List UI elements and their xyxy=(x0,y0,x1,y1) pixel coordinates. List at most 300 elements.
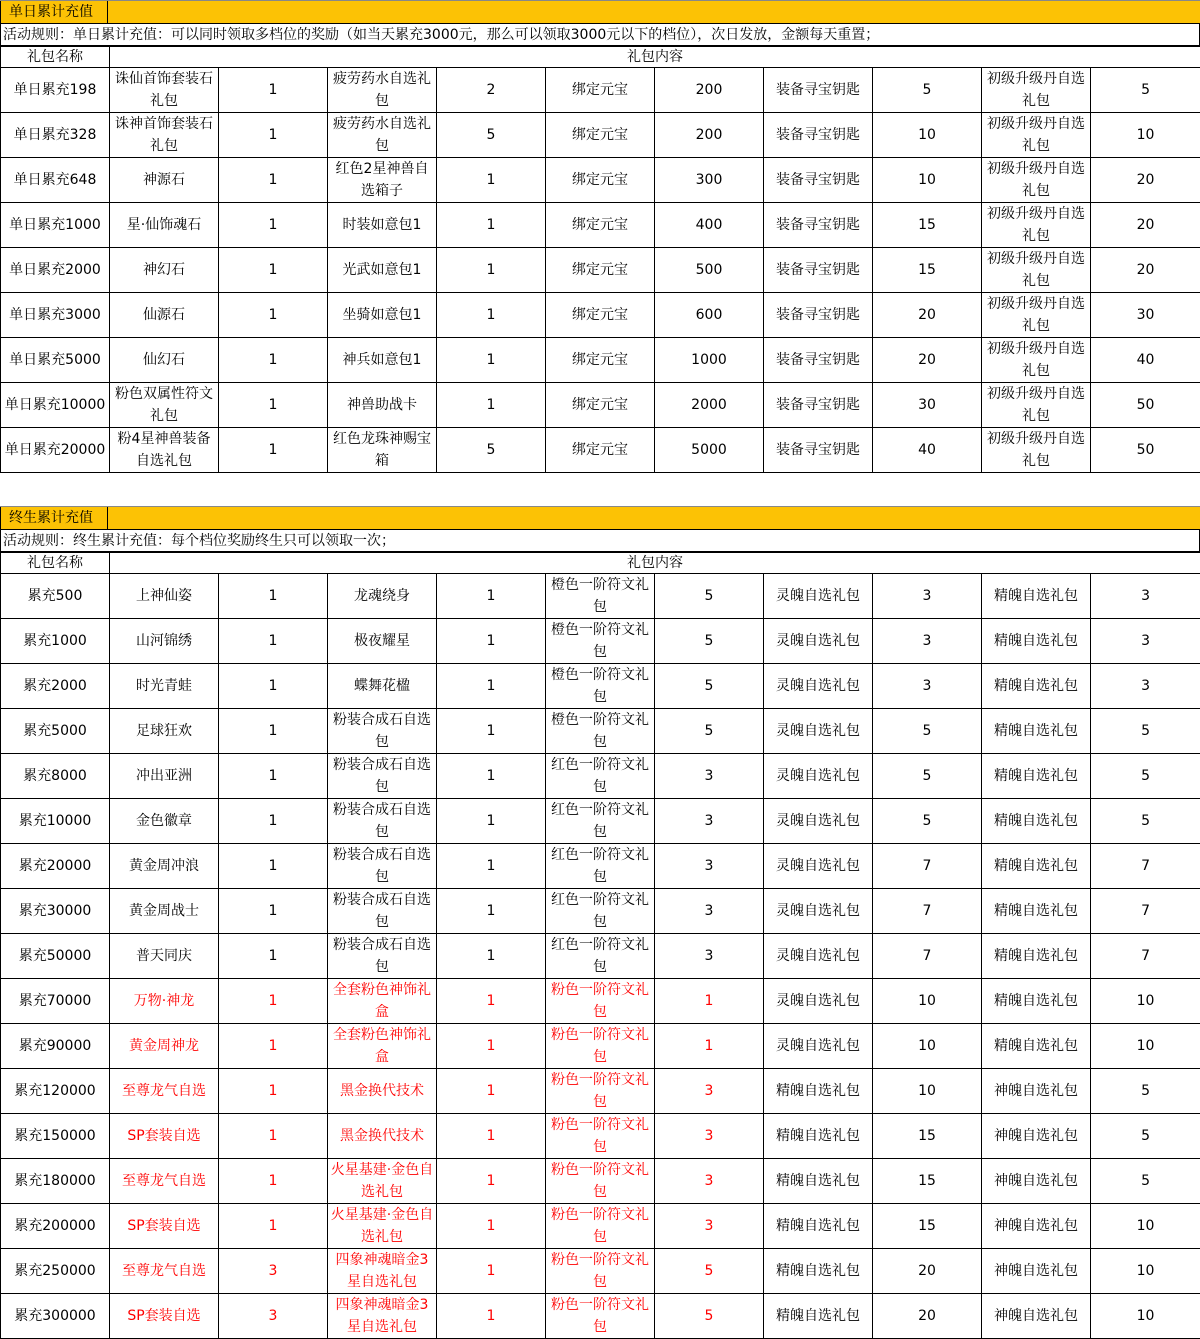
reward-cell: 神魄自选礼包 xyxy=(982,1159,1091,1204)
reward-cell: 1 xyxy=(219,1204,328,1249)
reward-cell: 3 xyxy=(1091,619,1200,664)
tier-name-cell: 单日累充3000 xyxy=(1,293,110,338)
reward-cell: 1 xyxy=(655,979,764,1024)
reward-cell: 诛神首饰套装石礼包 xyxy=(110,113,219,158)
reward-cell: 灵魄自选礼包 xyxy=(764,754,873,799)
reward-cell: 精魄自选礼包 xyxy=(982,934,1091,979)
reward-cell: 3 xyxy=(219,1249,328,1294)
tier-name-cell: 累充90000 xyxy=(1,1024,110,1069)
reward-cell: 1 xyxy=(219,68,328,113)
reward-cell: 7 xyxy=(873,844,982,889)
reward-cell: 装备寻宝钥匙 xyxy=(764,383,873,428)
reward-cell: 精魄自选礼包 xyxy=(982,664,1091,709)
header-gift-content: 礼包内容 xyxy=(110,553,1200,574)
reward-cell: 1 xyxy=(437,664,546,709)
reward-cell: 5000 xyxy=(655,428,764,473)
reward-cell: 粉色一阶符文礼包 xyxy=(546,1249,655,1294)
reward-cell: 1 xyxy=(437,1069,546,1114)
section-title-bar xyxy=(0,506,1200,530)
reward-cell: 时光青蛙 xyxy=(110,664,219,709)
reward-cell: 装备寻宝钥匙 xyxy=(764,293,873,338)
reward-cell: 1 xyxy=(219,113,328,158)
reward-cell: 橙色一阶符文礼包 xyxy=(546,619,655,664)
reward-cell: 5 xyxy=(1091,799,1200,844)
reward-cell: 绑定元宝 xyxy=(546,68,655,113)
reward-cell: 初级升级丹自选礼包 xyxy=(982,113,1091,158)
reward-cell: 1 xyxy=(437,1249,546,1294)
reward-cell: 火星基建·金色自选礼包 xyxy=(328,1204,437,1249)
table-row xyxy=(1,709,1200,754)
reward-cell: 橙色一阶符文礼包 xyxy=(546,574,655,619)
reward-cell: 神兵如意包1 xyxy=(328,338,437,383)
reward-cell: 1 xyxy=(219,428,328,473)
reward-cell: 普天同庆 xyxy=(110,934,219,979)
reward-cell: 黄金周战士 xyxy=(110,889,219,934)
reward-cell: 初级升级丹自选礼包 xyxy=(982,158,1091,203)
reward-cell: 灵魄自选礼包 xyxy=(764,799,873,844)
reward-cell: 20 xyxy=(1091,248,1200,293)
table-row xyxy=(1,203,1200,248)
reward-cell: 1 xyxy=(219,158,328,203)
reward-cell: 3 xyxy=(655,754,764,799)
reward-cell: 20 xyxy=(1091,158,1200,203)
reward-cell: 400 xyxy=(655,203,764,248)
tier-name-cell: 累充5000 xyxy=(1,709,110,754)
tier-name-cell: 累充70000 xyxy=(1,979,110,1024)
reward-cell: 1 xyxy=(437,383,546,428)
tier-name-cell: 单日累充2000 xyxy=(1,248,110,293)
reward-cell: 精魄自选礼包 xyxy=(764,1204,873,1249)
table-row xyxy=(1,1294,1200,1339)
tier-name-cell: 累充30000 xyxy=(1,889,110,934)
tier-name-cell: 累充2000 xyxy=(1,664,110,709)
table-row xyxy=(1,934,1200,979)
reward-cell: 橙色一阶符文礼包 xyxy=(546,709,655,754)
reward-cell: 1 xyxy=(219,934,328,979)
reward-cell: 1 xyxy=(219,889,328,934)
table-row xyxy=(1,574,1200,619)
table-row xyxy=(1,844,1200,889)
header-gift-content: 礼包内容 xyxy=(110,47,1200,68)
reward-cell: 冲出亚洲 xyxy=(110,754,219,799)
tier-name-cell: 单日累充5000 xyxy=(1,338,110,383)
reward-cell: 15 xyxy=(873,1204,982,1249)
reward-cell: 1 xyxy=(437,709,546,754)
reward-cell: 1 xyxy=(437,1159,546,1204)
reward-cell: 红色2星神兽自选箱子 xyxy=(328,158,437,203)
reward-cell: 1 xyxy=(437,1024,546,1069)
reward-cell: 上神仙姿 xyxy=(110,574,219,619)
reward-cell: 5 xyxy=(437,113,546,158)
reward-cell: 1 xyxy=(437,203,546,248)
reward-cell: 1 xyxy=(437,1204,546,1249)
reward-cell: 7 xyxy=(1091,934,1200,979)
reward-cell: 初级升级丹自选礼包 xyxy=(982,293,1091,338)
activity-rule: 活动规则：终生累计充值：每个档位奖励终生只可以领取一次； xyxy=(0,530,1200,552)
tier-name-cell: 累充150000 xyxy=(1,1114,110,1159)
header-gift-name: 礼包名称 xyxy=(1,47,110,68)
reward-cell: 10 xyxy=(1091,1294,1200,1339)
reward-cell: 1 xyxy=(437,158,546,203)
reward-cell: 灵魄自选礼包 xyxy=(764,844,873,889)
reward-cell: 粉色一阶符文礼包 xyxy=(546,1294,655,1339)
reward-cell: 1 xyxy=(437,619,546,664)
reward-cell: 装备寻宝钥匙 xyxy=(764,338,873,383)
reward-cell: 灵魄自选礼包 xyxy=(764,979,873,1024)
reward-cell: 粉色一阶符文礼包 xyxy=(546,1069,655,1114)
reward-cell: 神魄自选礼包 xyxy=(982,1204,1091,1249)
reward-cell: 200 xyxy=(655,113,764,158)
reward-cell: 10 xyxy=(1091,1204,1200,1249)
reward-cell: 精魄自选礼包 xyxy=(982,979,1091,1024)
reward-cell: 红色龙珠神赐宝箱 xyxy=(328,428,437,473)
reward-cell: 10 xyxy=(1091,113,1200,158)
reward-cell: 极夜耀星 xyxy=(328,619,437,664)
reward-table xyxy=(0,46,1200,473)
reward-cell: 精魄自选礼包 xyxy=(982,889,1091,934)
reward-cell: 绑定元宝 xyxy=(546,383,655,428)
reward-cell: 仙幻石 xyxy=(110,338,219,383)
reward-cell: 初级升级丹自选礼包 xyxy=(982,383,1091,428)
reward-cell: 5 xyxy=(1091,1114,1200,1159)
reward-cell: 神魄自选礼包 xyxy=(982,1249,1091,1294)
reward-cell: 10 xyxy=(873,1024,982,1069)
reward-cell: 1 xyxy=(437,1114,546,1159)
reward-cell: 20 xyxy=(1091,203,1200,248)
tier-name-cell: 累充500 xyxy=(1,574,110,619)
reward-cell: 10 xyxy=(873,113,982,158)
reward-cell: 5 xyxy=(655,1249,764,1294)
reward-cell: 坐骑如意包1 xyxy=(328,293,437,338)
reward-cell: 红色一阶符文礼包 xyxy=(546,934,655,979)
table-row xyxy=(1,383,1200,428)
reward-cell: 粉色一阶符文礼包 xyxy=(546,1114,655,1159)
reward-cell: 装备寻宝钥匙 xyxy=(764,428,873,473)
table-row xyxy=(1,754,1200,799)
table-row xyxy=(1,619,1200,664)
reward-cell: 10 xyxy=(1091,979,1200,1024)
reward-cell: 5 xyxy=(873,799,982,844)
reward-cell: 1 xyxy=(219,1114,328,1159)
reward-cell: 1 xyxy=(437,574,546,619)
reward-cell: 3 xyxy=(873,664,982,709)
reward-cell: 足球狂欢 xyxy=(110,709,219,754)
reward-cell: 1 xyxy=(219,619,328,664)
reward-cell: 绑定元宝 xyxy=(546,248,655,293)
reward-cell: 神魄自选礼包 xyxy=(982,1114,1091,1159)
reward-cell: 40 xyxy=(873,428,982,473)
reward-cell: 装备寻宝钥匙 xyxy=(764,203,873,248)
table-row xyxy=(1,1159,1200,1204)
tier-name-cell: 单日累充328 xyxy=(1,113,110,158)
reward-cell: SP套装自选 xyxy=(110,1114,219,1159)
reward-cell: 1 xyxy=(219,248,328,293)
reward-cell: 1 xyxy=(437,1294,546,1339)
reward-cell: 5 xyxy=(437,428,546,473)
reward-cell: 精魄自选礼包 xyxy=(982,799,1091,844)
reward-cell: 1 xyxy=(437,799,546,844)
reward-cell: 1 xyxy=(219,203,328,248)
reward-cell: 仙源石 xyxy=(110,293,219,338)
reward-cell: 5 xyxy=(1091,1159,1200,1204)
reward-cell: 10 xyxy=(873,979,982,1024)
reward-cell: 灵魄自选礼包 xyxy=(764,1024,873,1069)
reward-cell: 1 xyxy=(437,754,546,799)
reward-cell: 全套粉色神饰礼盒 xyxy=(328,1024,437,1069)
reward-cell: 精魄自选礼包 xyxy=(982,619,1091,664)
reward-cell: 神魄自选礼包 xyxy=(982,1069,1091,1114)
table-row xyxy=(1,113,1200,158)
reward-cell: 3 xyxy=(873,619,982,664)
reward-cell: 1 xyxy=(437,844,546,889)
reward-cell: 30 xyxy=(873,383,982,428)
reward-cell: 至尊龙气自选 xyxy=(110,1249,219,1294)
reward-cell: 神魄自选礼包 xyxy=(982,1294,1091,1339)
table-row xyxy=(1,338,1200,383)
reward-cell: 20 xyxy=(873,1249,982,1294)
table-row xyxy=(1,68,1200,113)
reward-cell: 15 xyxy=(873,1114,982,1159)
reward-cell: 万物·神龙 xyxy=(110,979,219,1024)
reward-cell: 5 xyxy=(873,68,982,113)
reward-cell: 20 xyxy=(873,1294,982,1339)
reward-cell: 30 xyxy=(1091,293,1200,338)
reward-cell: 红色一阶符文礼包 xyxy=(546,799,655,844)
reward-cell: 金色徽章 xyxy=(110,799,219,844)
reward-cell: 3 xyxy=(655,1159,764,1204)
reward-cell: 绑定元宝 xyxy=(546,428,655,473)
table-row xyxy=(1,799,1200,844)
reward-cell: 龙魂绕身 xyxy=(328,574,437,619)
reward-cell: 1 xyxy=(437,934,546,979)
reward-cell: 全套粉色神饰礼盒 xyxy=(328,979,437,1024)
reward-cell: 红色一阶符文礼包 xyxy=(546,889,655,934)
reward-cell: 初级升级丹自选礼包 xyxy=(982,68,1091,113)
reward-cell: 至尊龙气自选 xyxy=(110,1069,219,1114)
reward-cell: 星·仙饰魂石 xyxy=(110,203,219,248)
tier-name-cell: 累充200000 xyxy=(1,1204,110,1249)
reward-cell: 3 xyxy=(219,1294,328,1339)
reward-cell: 7 xyxy=(1091,889,1200,934)
table-row xyxy=(1,1069,1200,1114)
reward-cell: 火星基建·金色自选礼包 xyxy=(328,1159,437,1204)
reward-cell: 时装如意包1 xyxy=(328,203,437,248)
table-row xyxy=(1,293,1200,338)
reward-cell: 粉色双属性符文礼包 xyxy=(110,383,219,428)
reward-cell: 1 xyxy=(219,979,328,1024)
reward-cell: 5 xyxy=(1091,709,1200,754)
table-row xyxy=(1,889,1200,934)
section-title: 终生累计充值 xyxy=(0,507,108,529)
reward-cell: 10 xyxy=(1091,1024,1200,1069)
reward-cell: 7 xyxy=(873,889,982,934)
reward-cell: 初级升级丹自选礼包 xyxy=(982,428,1091,473)
reward-cell: 初级升级丹自选礼包 xyxy=(982,248,1091,293)
reward-cell: 3 xyxy=(655,889,764,934)
reward-cell: 精魄自选礼包 xyxy=(764,1069,873,1114)
reward-cell: 神兽助战卡 xyxy=(328,383,437,428)
reward-cell: 粉装合成石自选包 xyxy=(328,844,437,889)
reward-cell: 2000 xyxy=(655,383,764,428)
reward-cell: 200 xyxy=(655,68,764,113)
reward-cell: 5 xyxy=(655,1294,764,1339)
reward-cell: 粉4星神兽装备自选礼包 xyxy=(110,428,219,473)
reward-cell: 3 xyxy=(1091,574,1200,619)
reward-cell: 1 xyxy=(437,248,546,293)
reward-cell: 600 xyxy=(655,293,764,338)
reward-cell: 3 xyxy=(873,574,982,619)
table-header-row xyxy=(1,553,1200,574)
table-row xyxy=(1,664,1200,709)
reward-cell: SP套装自选 xyxy=(110,1204,219,1249)
tier-name-cell: 单日累充648 xyxy=(1,158,110,203)
reward-cell: 粉色一阶符文礼包 xyxy=(546,979,655,1024)
reward-cell: 20 xyxy=(873,293,982,338)
reward-cell: 5 xyxy=(1091,68,1200,113)
reward-cell: 3 xyxy=(655,1204,764,1249)
table-row xyxy=(1,979,1200,1024)
reward-cell: 灵魄自选礼包 xyxy=(764,664,873,709)
reward-cell: 橙色一阶符文礼包 xyxy=(546,664,655,709)
reward-cell: 1 xyxy=(219,844,328,889)
reward-cell: 蝶舞花楹 xyxy=(328,664,437,709)
reward-cell: 1 xyxy=(437,338,546,383)
reward-cell: 灵魄自选礼包 xyxy=(764,709,873,754)
reward-cell: 7 xyxy=(1091,844,1200,889)
header-gift-name: 礼包名称 xyxy=(1,553,110,574)
reward-cell: 40 xyxy=(1091,338,1200,383)
reward-cell: 5 xyxy=(655,664,764,709)
reward-cell: 灵魄自选礼包 xyxy=(764,574,873,619)
reward-cell: 灵魄自选礼包 xyxy=(764,934,873,979)
reward-cell: 10 xyxy=(1091,1249,1200,1294)
reward-cell: 5 xyxy=(1091,754,1200,799)
tier-name-cell: 单日累充198 xyxy=(1,68,110,113)
reward-cell: 灵魄自选礼包 xyxy=(764,619,873,664)
reward-cell: 装备寻宝钥匙 xyxy=(764,248,873,293)
reward-cell: 5 xyxy=(655,574,764,619)
section-title-bar xyxy=(0,0,1200,24)
reward-cell: 3 xyxy=(655,934,764,979)
reward-cell: 装备寻宝钥匙 xyxy=(764,113,873,158)
reward-cell: 5 xyxy=(1091,1069,1200,1114)
reward-cell: 1 xyxy=(655,1024,764,1069)
reward-cell: 绑定元宝 xyxy=(546,203,655,248)
reward-cell: 5 xyxy=(655,709,764,754)
reward-cell: 1 xyxy=(437,889,546,934)
reward-cell: 3 xyxy=(655,1114,764,1159)
reward-cell: 1 xyxy=(219,574,328,619)
reward-cell: 300 xyxy=(655,158,764,203)
reward-cell: 绑定元宝 xyxy=(546,293,655,338)
table-row xyxy=(1,1249,1200,1294)
reward-cell: 绑定元宝 xyxy=(546,113,655,158)
reward-cell: 疲劳药水自选礼包 xyxy=(328,68,437,113)
reward-cell: 初级升级丹自选礼包 xyxy=(982,338,1091,383)
lifetime-recharge-section xyxy=(0,506,1200,1339)
reward-cell: 粉装合成石自选包 xyxy=(328,754,437,799)
reward-cell: 粉色一阶符文礼包 xyxy=(546,1024,655,1069)
reward-cell: 精魄自选礼包 xyxy=(764,1294,873,1339)
reward-cell: 精魄自选礼包 xyxy=(982,1024,1091,1069)
reward-cell: 3 xyxy=(1091,664,1200,709)
reward-cell: 黑金换代技术 xyxy=(328,1114,437,1159)
table-row xyxy=(1,1024,1200,1069)
reward-cell: 光武如意包1 xyxy=(328,248,437,293)
reward-cell: 精魄自选礼包 xyxy=(764,1159,873,1204)
reward-table xyxy=(0,552,1200,1339)
tier-name-cell: 累充180000 xyxy=(1,1159,110,1204)
reward-cell: 四象神魂暗金3星自选礼包 xyxy=(328,1249,437,1294)
reward-cell: 红色一阶符文礼包 xyxy=(546,754,655,799)
tier-name-cell: 累充20000 xyxy=(1,844,110,889)
reward-cell: 1 xyxy=(219,1159,328,1204)
table-header-row xyxy=(1,47,1200,68)
tier-name-cell: 累充120000 xyxy=(1,1069,110,1114)
table-row xyxy=(1,1204,1200,1249)
reward-cell: 1 xyxy=(219,293,328,338)
reward-cell: 装备寻宝钥匙 xyxy=(764,68,873,113)
reward-cell: 5 xyxy=(873,754,982,799)
reward-cell: 粉装合成石自选包 xyxy=(328,889,437,934)
section-title: 单日累计充值 xyxy=(0,1,108,23)
tier-name-cell: 累充250000 xyxy=(1,1249,110,1294)
reward-cell: 500 xyxy=(655,248,764,293)
reward-cell: 3 xyxy=(655,799,764,844)
reward-cell: 初级升级丹自选礼包 xyxy=(982,203,1091,248)
reward-cell: 1 xyxy=(219,799,328,844)
reward-cell: 1 xyxy=(437,293,546,338)
reward-cell: 3 xyxy=(655,1069,764,1114)
reward-cell: 2 xyxy=(437,68,546,113)
reward-cell: 绑定元宝 xyxy=(546,158,655,203)
reward-cell: 粉色一阶符文礼包 xyxy=(546,1159,655,1204)
reward-cell: 粉装合成石自选包 xyxy=(328,709,437,754)
reward-cell: 15 xyxy=(873,248,982,293)
reward-cell: 精魄自选礼包 xyxy=(982,709,1091,754)
tier-name-cell: 单日累充10000 xyxy=(1,383,110,428)
reward-cell: 精魄自选礼包 xyxy=(982,754,1091,799)
reward-cell: 精魄自选礼包 xyxy=(764,1114,873,1159)
reward-cell: 3 xyxy=(655,844,764,889)
reward-cell: 神幻石 xyxy=(110,248,219,293)
reward-cell: 15 xyxy=(873,1159,982,1204)
tier-name-cell: 累充10000 xyxy=(1,799,110,844)
reward-cell: 50 xyxy=(1091,383,1200,428)
reward-cell: 50 xyxy=(1091,428,1200,473)
reward-cell: 装备寻宝钥匙 xyxy=(764,158,873,203)
reward-cell: 1 xyxy=(219,1069,328,1114)
tier-name-cell: 累充1000 xyxy=(1,619,110,664)
reward-cell: 1 xyxy=(219,709,328,754)
tier-name-cell: 单日累充20000 xyxy=(1,428,110,473)
reward-cell: SP套装自选 xyxy=(110,1294,219,1339)
tier-name-cell: 累充300000 xyxy=(1,1294,110,1339)
reward-cell: 15 xyxy=(873,203,982,248)
activity-rule: 活动规则：单日累计充值：可以同时领取多档位的奖励（如当天累充3000元，那么可以领取3000元以下的档位），次日发放，金额每天重置； xyxy=(0,24,1200,46)
reward-cell: 红色一阶符文礼包 xyxy=(546,844,655,889)
reward-cell: 黄金周神龙 xyxy=(110,1024,219,1069)
reward-cell: 10 xyxy=(873,158,982,203)
reward-cell: 精魄自选礼包 xyxy=(982,844,1091,889)
reward-cell: 绑定元宝 xyxy=(546,338,655,383)
reward-cell: 四象神魂暗金3星自选礼包 xyxy=(328,1294,437,1339)
reward-cell: 1000 xyxy=(655,338,764,383)
reward-cell: 1 xyxy=(219,383,328,428)
table-row xyxy=(1,158,1200,203)
tier-name-cell: 累充8000 xyxy=(1,754,110,799)
reward-cell: 至尊龙气自选 xyxy=(110,1159,219,1204)
